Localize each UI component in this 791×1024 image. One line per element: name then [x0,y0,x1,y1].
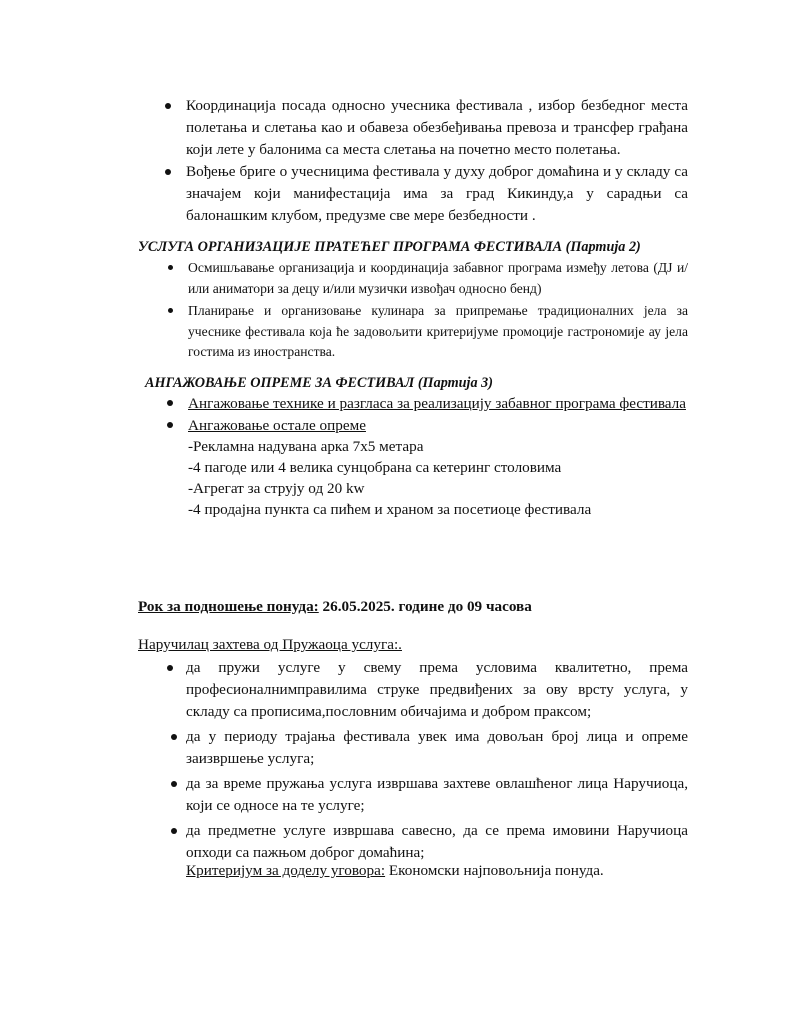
list-item-text: Ангажовање технике и разгласа за реализацију забавног програма фестивала [188,395,686,412]
bullet-icon [171,828,177,834]
bullet-icon [165,169,171,175]
criteria-value: Економски најповољнија понуда. [385,862,604,879]
requirements-intro: Наручилац захтева од Пружаоца услуга:. [138,636,402,653]
bullet-icon [167,400,173,406]
bullet-icon [171,734,177,740]
list-item [188,393,688,414]
list-item-text: да пружи услуге у свему према условима квалитетно, према професионалнимправилима струке предвиђених за ову врсту услуга, у складу са прописима,пословним обичајима и добром праксом; [186,659,688,720]
list-item-text: да у периоду трајања фестивала увек има довољан број лица и опреме заизвршење услуга; [186,728,688,767]
list-item [186,95,688,161]
list-item [188,258,688,299]
list-item-title: Ангажовање остале опреме [188,417,366,434]
list-item [188,415,688,520]
equipment-line: -4 продајна пункта са пићем и храном за посетиоце фестивала [188,501,592,518]
criteria-label: Критеријум за доделу уговора: [186,862,386,879]
bullet-icon [171,781,177,787]
list-item [186,773,688,817]
deadline-label: Рок за подношење понуда: [138,598,319,615]
coordination-list [186,95,688,227]
lot2-list [188,258,688,365]
submission-deadline [138,597,698,617]
list-item [186,657,688,723]
bullet-icon [167,665,173,671]
bullet-icon [168,265,173,270]
equipment-line: -Агрегат за струју од 20 kw [188,480,365,497]
list-item [188,301,688,363]
deadline-value: 26.05.2025. године до 09 часова [318,598,532,615]
lot3-list [188,393,688,520]
requirements-list [186,657,688,867]
bullet-icon [168,308,173,313]
list-item [186,161,688,227]
equipment-line: -4 пагоде или 4 велика сунцобрана са кетеринг столовима [188,459,562,476]
list-item-text: Осмишљавање организација и координација забавног програма између летова (ДЈ и/или аниматори за децу и/или музички извођач односно бенд) [188,260,688,296]
equipment-line: -Рекламна надувана арка 7x5 метара [188,438,424,455]
bullet-icon [165,103,171,109]
bullet-icon [167,422,173,428]
list-item-text: Планирање и организовање кулинара за припремање традиционалних јела за учеснике фестивала која ће задовољити критеријуме промоције гастрономије ау јела гостима из иностранства. [188,303,688,359]
list-item-text: Вођење бриге о учесницима фестивала у духу доброг домаћина и у складу са значајем који манифестација има за град Кикинду,а у сарадњи са балонашким клубом, предузме све мере безбедности . [186,163,688,224]
award-criteria [186,861,688,881]
list-item [186,726,688,770]
list-item-text: Координација посада односно учесника фестивала , избор безбедног места полетања и слетања као и обавеза обезбеђивања превоза и трансфер грађана који лете у балонима са места слетања на почетно место полетања. [186,97,688,158]
section-heading-lot3: АНГАЖОВАЊЕ ОПРЕМЕ ЗА ФЕСТИВАЛ (Партија 3) [145,375,493,391]
list-item-text: да предметне услуге извршава савесно, да се према имовини Наручиоца опходи са пажњом доброг домаћина; [186,822,688,861]
list-item-text: да за време пружања услуга извршава захтеве овлашћеног лица Наручиоца, који се односе на те услуге; [186,775,688,814]
section-heading-lot2: УСЛУГА ОРГАНИЗАЦИЈЕ ПРАТЕЋЕГ ПРОГРАМА ФЕСТИВАЛА (Партија 2) [138,239,641,255]
list-item [186,820,688,864]
